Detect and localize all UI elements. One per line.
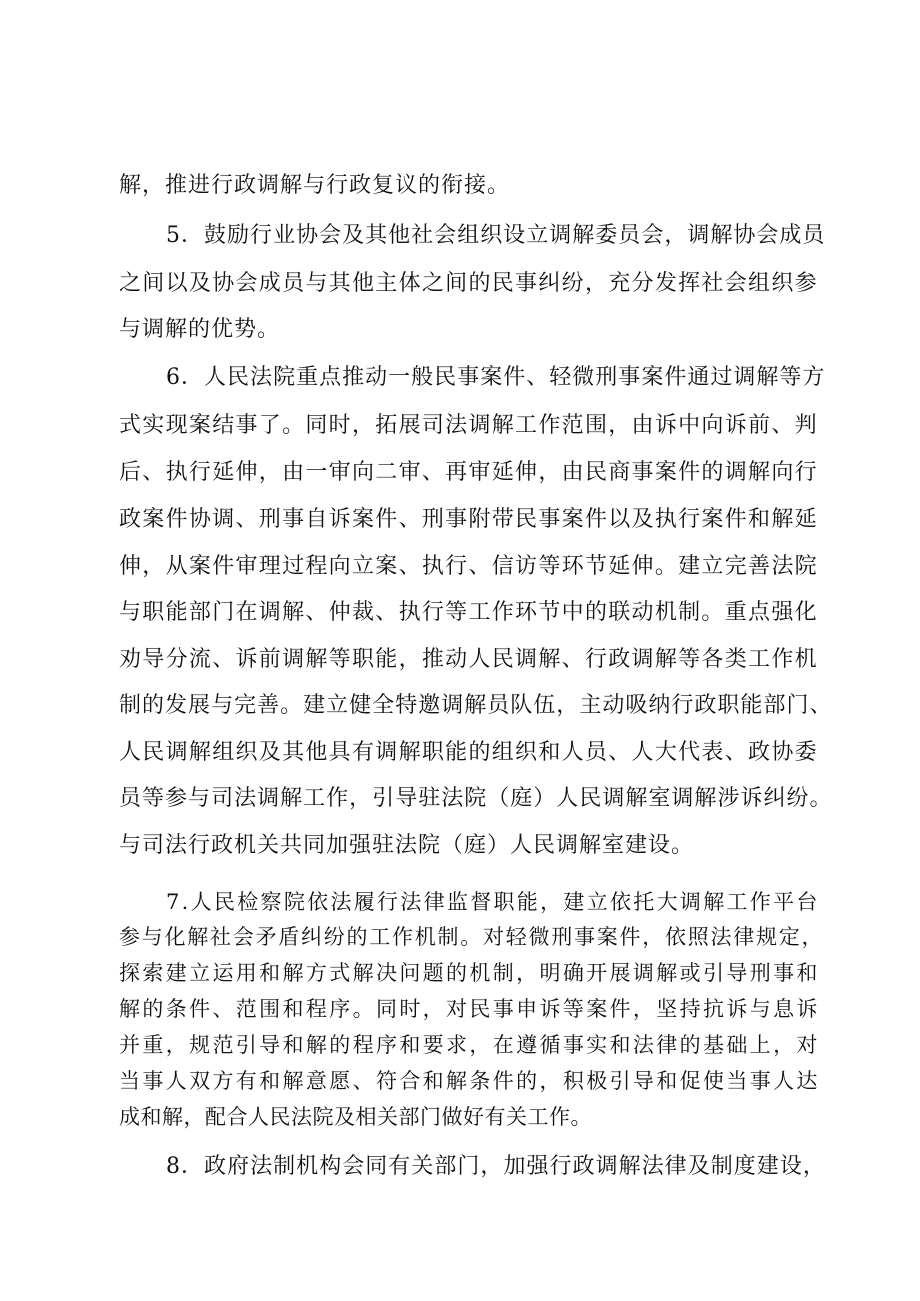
paragraph-line: 8 ． 政 府 法 制 机 构 会 同 有 关 部 门 ， 加 强 行 政 调 解 法 律 及 制 度 建 设 ，: [166, 1154, 826, 1179]
paragraph-line: 后 、 执 行 延 伸 ， 由 一 审 向 二 审 、 再 审 延 伸 ， 由 民 商 事 案 件 的 调 解 向 行: [119, 460, 818, 485]
paragraph-line: 参 与 化 解 社 会 矛 盾 纠 纷 的 工 作 机 制 。 对 轻 微 刑 事 案 件 ， 依 照 法 律 规 定 ，: [119, 925, 823, 949]
paragraph-line: 伸 ， 从 案 件 审 理 过 程 向 立 案 、 执 行 、 信 访 等 环 节 延 伸 。 建 立 完 善 法 院: [119, 554, 818, 579]
paragraph-line: 探 索 建 立 运 用 和 解 方 式 解 决 问 题 的 机 制 ， 明 确 开 展 调 解 或 引 导 刑 事 和: [119, 961, 818, 985]
paragraph-line: 政 案 件 协 调 、 刑 事 自 诉 案 件 、 刑 事 附 带 民 事 案 件 以 及 执 行 案 件 和 解 延: [119, 507, 818, 532]
paragraph-line: 与司法行政机关共同加强驻法院（庭）人民调解室建设。: [119, 833, 695, 858]
paragraph-line: 7 . 人 民 检 察 院 依 法 履 行 法 律 监 督 职 能 ， 建 立 依 托 大 调 解 工 作 平 台: [166, 890, 818, 914]
paragraph-line: 式 实 现 案 结 事 了 。 同 时 ， 拓 展 司 法 调 解 工 作 范 围 ， 由 诉 中 向 诉 前 、 判: [119, 413, 818, 438]
paragraph-line: 与调解的优势。: [119, 317, 281, 342]
paragraph-line: 解 的 条 件 、 范 围 和 程 序 。 同 时 ， 对 民 事 申 诉 等 案 件 ， 坚 持 抗 诉 与 息 诉: [119, 997, 818, 1021]
paragraph-line: 6 ． 人 民 法 院 重 点 推 动 一 般 民 事 案 件 、 轻 微 刑 事 案 件 通 过 调 解 等 方: [166, 365, 826, 390]
paragraph-line: 并 重 ， 规 范 引 导 和 解 的 程 序 和 要 求 ， 在 遵 循 事 实 和 法 律 的 基 础 上 ， 对: [119, 1033, 818, 1057]
paragraph-line: 员 等 参 与 司 法 调 解 工 作 ， 引 导 驻 法 院 （ 庭 ） 人 民 调 解 室 调 解 涉 诉 纠 纷 。: [119, 786, 833, 811]
paragraph-line: 当 事 人 双 方 有 和 解 意 愿 、 符 合 和 解 条 件 的 ， 积 极 引 导 和 促 使 当 事 人 达: [119, 1069, 818, 1093]
paragraph-line: 解，推进行政调解与行政复议的衔接。: [119, 173, 511, 198]
paragraph-line: 之 间 以 及 协 会 成 员 与 其 他 主 体 之 间 的 民 事 纠 纷 ， 充 分 发 挥 社 会 组 织 参: [119, 271, 818, 296]
paragraph-line: 与 职 能 部 门 在 调 解 、 仲 裁 、 执 行 等 工 作 环 节 中 的 联 动 机 制 。 重 点 强 化: [119, 600, 818, 625]
paragraph-line: 劝 导 分 流 、 诉 前 调 解 等 职 能 ， 推 动 人 民 调 解 、 行 政 调 解 等 各 类 工 作 机: [119, 647, 818, 672]
paragraph-line: 成和解，配合人民法院及相关部门做好有关工作。: [119, 1105, 592, 1129]
paragraph-line: 5 ． 鼓 励 行 业 协 会 及 其 他 社 会 组 织 设 立 调 解 委 员 会 ， 调 解 协 会 成 员: [166, 223, 826, 248]
paragraph-line: 制 的 发 展 与 完 善 。 建 立 健 全 特 邀 调 解 员 队 伍 ， 主 动 吸 纳 行 政 职 能 部 门 、: [119, 693, 833, 718]
paragraph-line: 人 民 调 解 组 织 及 其 他 具 有 调 解 职 能 的 组 织 和 人 员 、 人 大 代 表 、 政 协 委: [119, 740, 818, 765]
